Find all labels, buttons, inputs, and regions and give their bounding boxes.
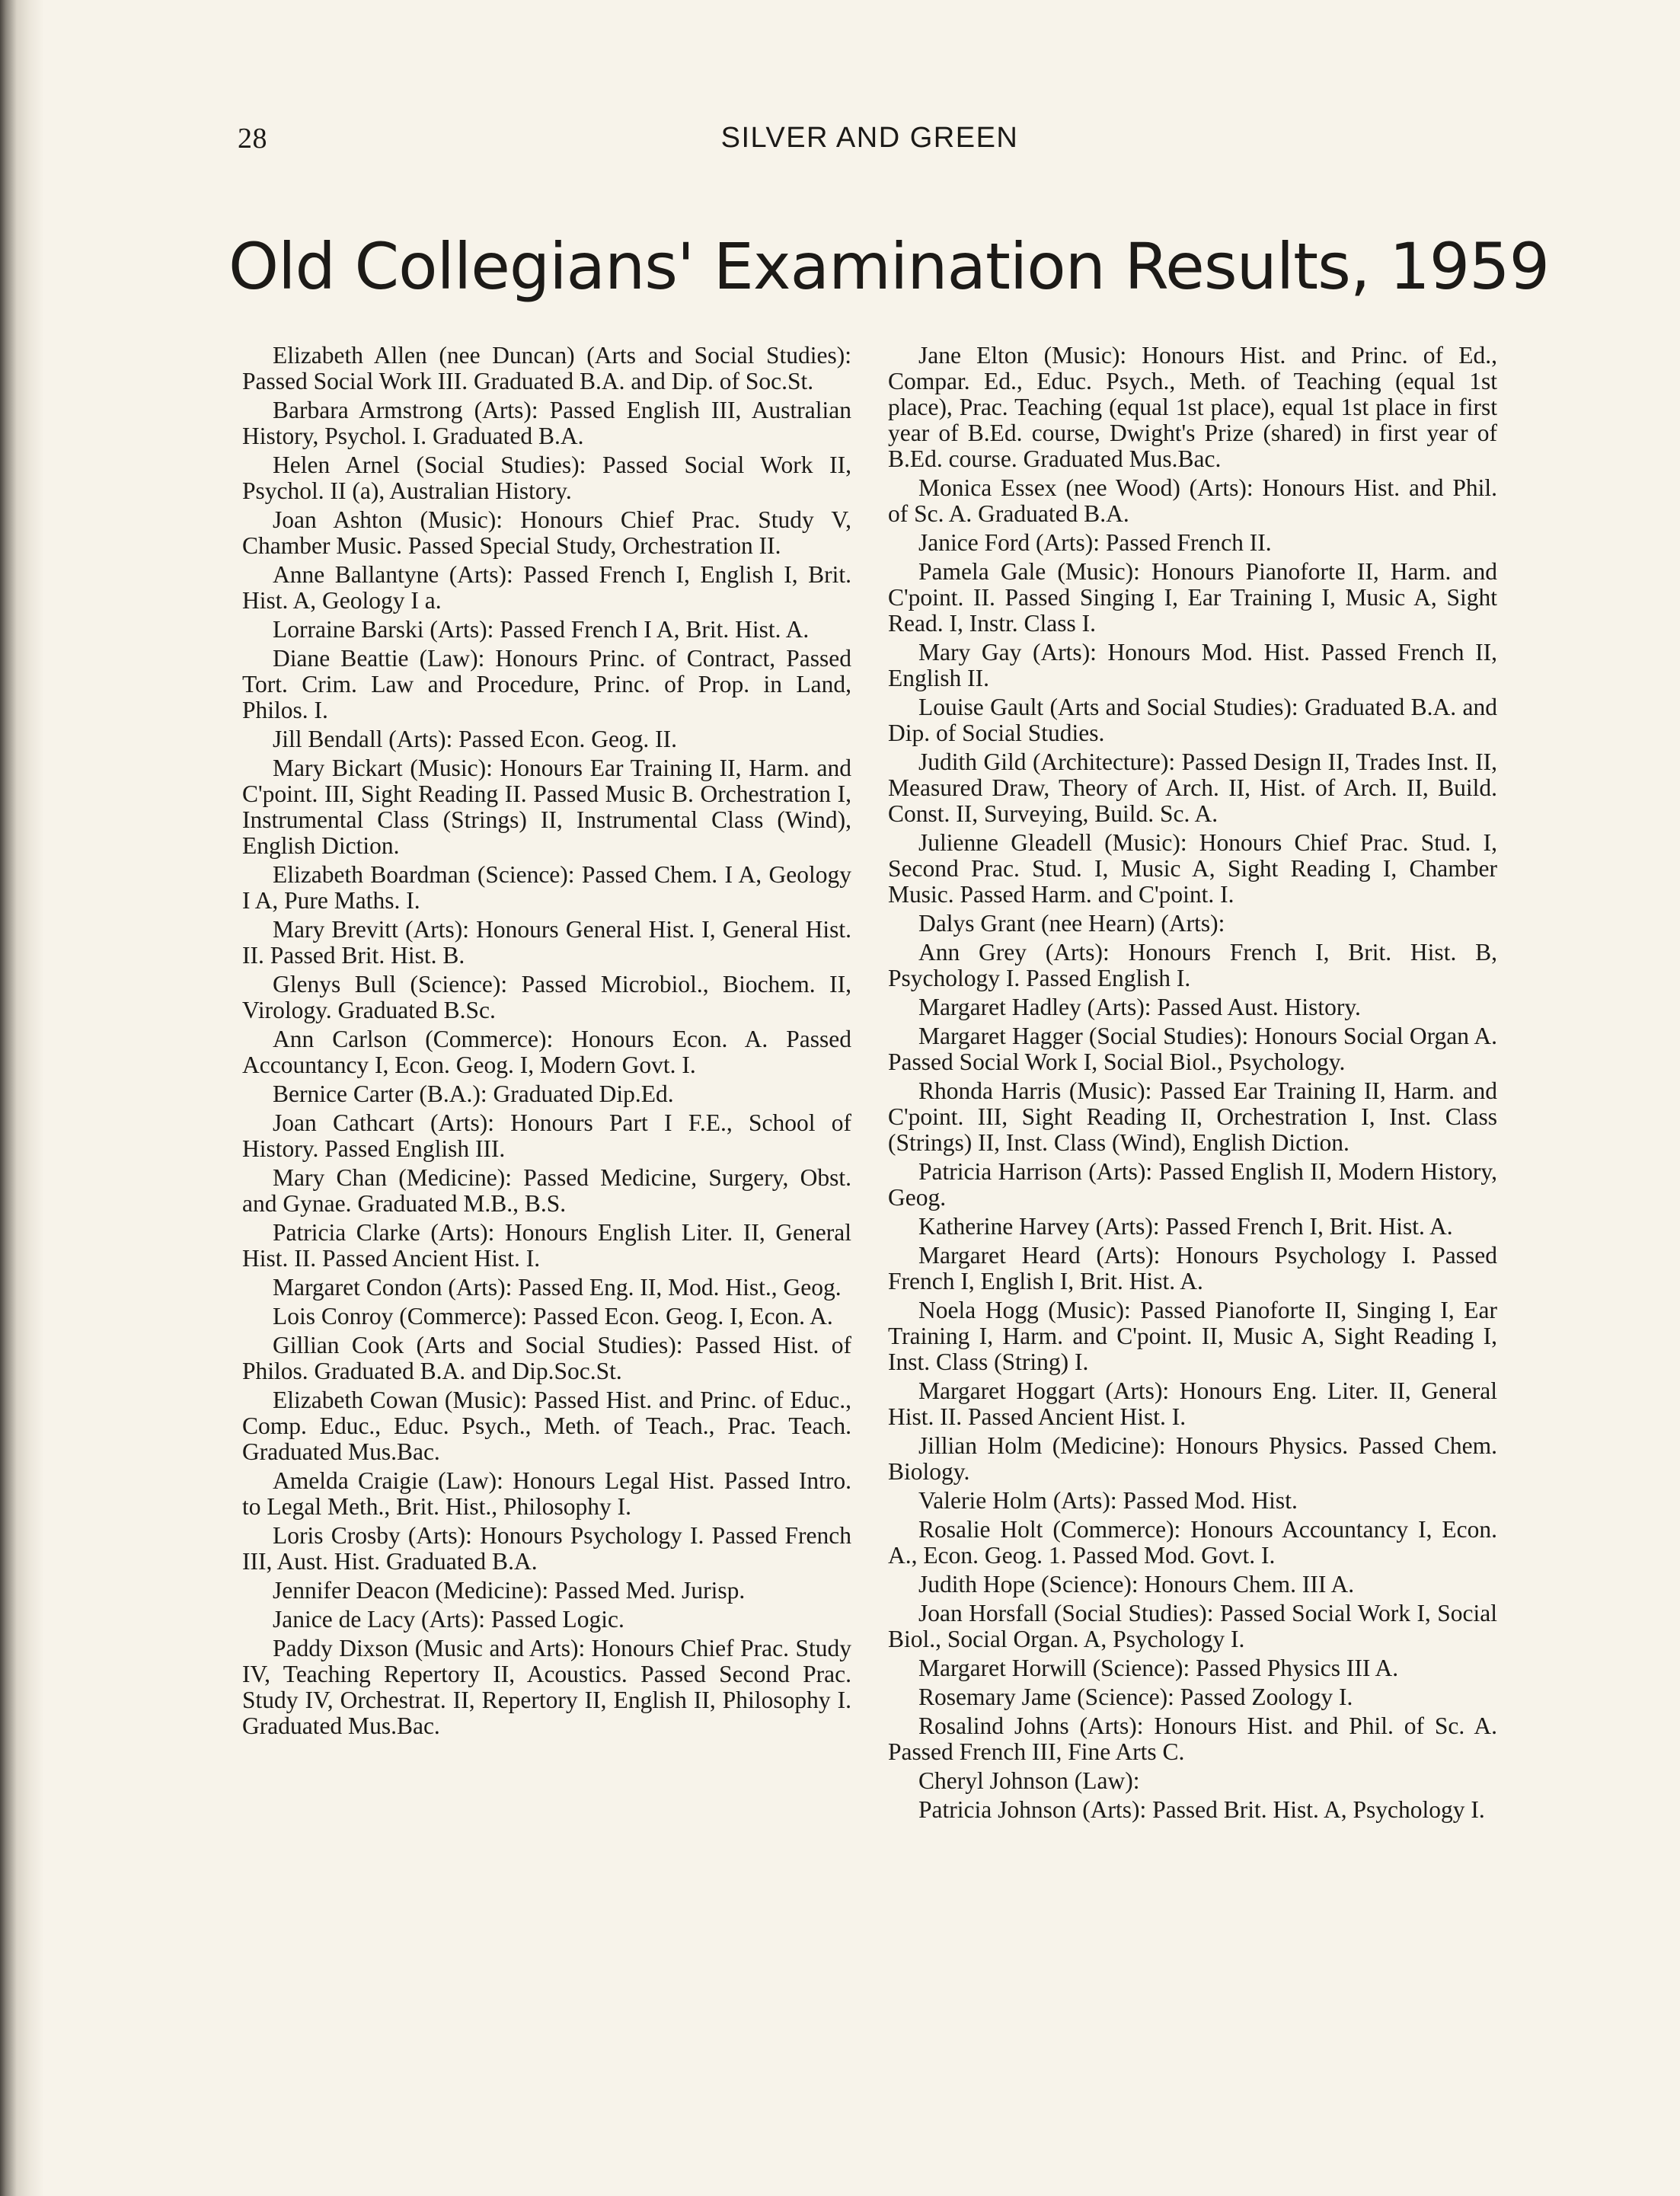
right-column-entry: Janice Ford (Arts): Passed French II. <box>918 529 1272 556</box>
left-column-entry: Joan Ashton (Music): Honours Chief Prac. Study V, Chamber Music. Passed Special Study, Orchestration II. <box>242 506 851 559</box>
right-column-entry: Katherine Harvey (Arts): Passed French I, Brit. Hist. A. <box>918 1213 1453 1240</box>
article-title: Old Collegians' Examination Results, 1959 <box>228 229 1550 304</box>
left-column <box>242 343 851 1742</box>
right-column-entry: Patricia Harrison (Arts): Passed English II, Modern History, Geog. <box>888 1158 1497 1211</box>
left-column-entry: Ann Carlson (Commerce): Honours Econ. A. Passed Accountancy I, Econ. Geog. I, Modern Govt. I. <box>242 1026 851 1078</box>
left-column-entry: Amelda Craigie (Law): Honours Legal Hist. Passed Intro. to Legal Meth., Brit. Hist., Philosophy I. <box>242 1467 851 1520</box>
right-column-entry: Jillian Holm (Medicine): Honours Physics. Passed Chem. Biology. <box>888 1432 1497 1485</box>
left-column-entry: Helen Arnel (Social Studies): Passed Social Work II, Psychol. II (a), Australian History. <box>242 452 851 504</box>
right-column-entry: Margaret Hoggart (Arts): Honours Eng. Liter. II, General Hist. II. Passed Ancient Hist. I. <box>888 1377 1497 1430</box>
left-column-entry: Elizabeth Boardman (Science): Passed Chem. I A, Geology I A, Pure Maths. I. <box>242 861 851 914</box>
running-header <box>238 122 1502 160</box>
left-column-entry: Janice de Lacy (Arts): Passed Logic. <box>273 1606 624 1633</box>
right-column-entry: Valerie Holm (Arts): Passed Mod. Hist. <box>918 1487 1298 1514</box>
right-column-entry: Julienne Gleadell (Music): Honours Chief Prac. Stud. I, Second Prac. Stud. I, Music A, Sight Reading I, Chamber Music. Passed Harm. and C'point. I. <box>888 829 1497 908</box>
right-column-entry: Rosalie Holt (Commerce): Honours Accountancy I, Econ. A., Econ. Geog. 1. Passed Mod. Govt. I. <box>888 1516 1497 1569</box>
left-column-entry: Joan Cathcart (Arts): Honours Part I F.E., School of History. Passed English III. <box>242 1109 851 1162</box>
right-column-entry: Margaret Heard (Arts): Honours Psychology I. Passed French I, English I, Brit. Hist. A. <box>888 1242 1497 1294</box>
right-column <box>888 343 1497 1826</box>
right-column-entry: Rhonda Harris (Music): Passed Ear Training II, Harm. and C'point. III, Sight Reading II, Orchestration I, Inst. Class (Strings) II, Inst. Class (Wind), English Diction. <box>888 1077 1497 1156</box>
left-column-entry: Jennifer Deacon (Medicine): Passed Med. Jurisp. <box>273 1577 746 1604</box>
left-column-entry: Anne Ballantyne (Arts): Passed French I, English I, Brit. Hist. A, Geology I a. <box>242 561 851 614</box>
running-title: SILVER AND GREEN <box>720 122 1019 154</box>
left-column-entry: Bernice Carter (B.A.): Graduated Dip.Ed. <box>273 1080 674 1107</box>
right-column-entry: Judith Gild (Architecture): Passed Design II, Trades Inst. II, Measured Draw, Theory of Arch. II, Hist. of Arch. II, Build. Const. II, Surveying, Build. Sc. A. <box>888 748 1497 827</box>
left-column-entry: Elizabeth Allen (nee Duncan) (Arts and Social Studies): Passed Social Work III. Graduated B.A. and Dip. of Soc.St. <box>242 342 851 394</box>
right-column-entry: Pamela Gale (Music): Honours Pianoforte II, Harm. and C'point. II. Passed Singing I, Ear Training I, Music A, Sight Read. I, Instr. Class I. <box>888 558 1497 637</box>
right-column-entry: Judith Hope (Science): Honours Chem. III A. <box>918 1571 1355 1598</box>
left-column-entry: Loris Crosby (Arts): Honours Psychology I. Passed French III, Aust. Hist. Graduated B.A. <box>242 1522 851 1575</box>
left-column-entry: Lorraine Barski (Arts): Passed French I A, Brit. Hist. A. <box>273 616 810 643</box>
left-column-entry: Mary Brevitt (Arts): Honours General Hist. I, General Hist. II. Passed Brit. Hist. B. <box>242 916 851 969</box>
right-column-entry: Dalys Grant (nee Hearn) (Arts): <box>918 910 1225 937</box>
right-column-entry: Margaret Horwill (Science): Passed Physics III A. <box>918 1655 1399 1681</box>
right-column-entry: Cheryl Johnson (Law): <box>918 1767 1140 1794</box>
right-column-entry: Noela Hogg (Music): Passed Pianoforte II, Singing I, Ear Training I, Harm. and C'point. II, Music A, Sight Reading I, Inst. Class (String) I. <box>888 1297 1497 1375</box>
right-column-entry: Margaret Hagger (Social Studies): Honours Social Organ A. Passed Social Work I, Social Biol., Psychology. <box>888 1023 1497 1075</box>
right-column-entry: Jane Elton (Music): Honours Hist. and Princ. of Ed., Compar. Ed., Educ. Psych., Meth. of Teaching (equal 1st place), Prac. Teaching (equal 1st place), equal 1st place in first year of B.Ed. course, Dwight's Prize (shared) in first year of B.Ed. course. Graduated Mus.Bac. <box>888 342 1497 472</box>
left-column-entry: Margaret Condon (Arts): Passed Eng. II, Mod. Hist., Geog. <box>273 1274 842 1301</box>
left-column-entry: Paddy Dixson (Music and Arts): Honours Chief Prac. Study IV, Teaching Repertory II, Acoustics. Passed Second Prac. Study IV, Orchestrat. II, Repertory II, English II, Philosophy I. Graduated Mus.Bac. <box>242 1635 851 1739</box>
right-column-entry: Rosemary Jame (Science): Passed Zoology I. <box>918 1684 1353 1710</box>
left-column-entry: Mary Chan (Medicine): Passed Medicine, Surgery, Obst. and Gynae. Graduated M.B., B.S. <box>242 1164 851 1217</box>
left-column-entry: Lois Conroy (Commerce): Passed Econ. Geog. I, Econ. A. <box>273 1303 833 1329</box>
left-column-entry: Elizabeth Cowan (Music): Passed Hist. and Princ. of Educ., Comp. Educ., Educ. Psych., Meth. of Teach., Prac. Teach. Graduated Mus.Bac. <box>242 1387 851 1465</box>
left-column-entry: Jill Bendall (Arts): Passed Econ. Geog. II. <box>273 726 678 752</box>
left-column-entry: Barbara Armstrong (Arts): Passed English III, Australian History, Psychol. I. Graduated B.A. <box>242 397 851 449</box>
right-column-entry: Ann Grey (Arts): Honours French I, Brit. Hist. B, Psychology I. Passed English I. <box>888 939 1497 991</box>
right-column-entry: Mary Gay (Arts): Honours Mod. Hist. Passed French II, English II. <box>888 639 1497 691</box>
left-column-entry: Glenys Bull (Science): Passed Microbiol., Biochem. II, Virology. Graduated B.Sc. <box>242 971 851 1023</box>
right-column-entry: Louise Gault (Arts and Social Studies): Graduated B.A. and Dip. of Social Studies. <box>888 694 1497 746</box>
left-column-entry: Patricia Clarke (Arts): Honours English Liter. II, General Hist. II. Passed Ancient Hist. I. <box>242 1219 851 1272</box>
right-column-entry: Monica Essex (nee Wood) (Arts): Honours Hist. and Phil. of Sc. A. Graduated B.A. <box>888 474 1497 527</box>
book-spine-shadow <box>0 0 44 2196</box>
right-column-entry: Rosalind Johns (Arts): Honours Hist. and Phil. of Sc. A. Passed French III, Fine Arts C. <box>888 1712 1497 1765</box>
left-column-entry: Diane Beattie (Law): Honours Princ. of Contract, Passed Tort. Crim. Law and Procedure, Princ. of Prop. in Land, Philos. I. <box>242 645 851 723</box>
page-number: 28 <box>238 123 267 155</box>
left-column-entry: Gillian Cook (Arts and Social Studies): Passed Hist. of Philos. Graduated B.A. and Dip.Soc.St. <box>242 1332 851 1384</box>
right-column-entry: Joan Horsfall (Social Studies): Passed Social Work I, Social Biol., Social Organ. A, Psychology I. <box>888 1600 1497 1652</box>
right-column-entry: Patricia Johnson (Arts): Passed Brit. Hist. A, Psychology I. <box>918 1796 1485 1823</box>
left-column-entry: Mary Bickart (Music): Honours Ear Training II, Harm. and C'point. III, Sight Reading II. Passed Music B. Orchestration I, Instrumental Class (Strings) II, Instrumental Class (Wind), English Diction. <box>242 755 851 859</box>
right-column-entry: Margaret Hadley (Arts): Passed Aust. History. <box>918 994 1361 1020</box>
